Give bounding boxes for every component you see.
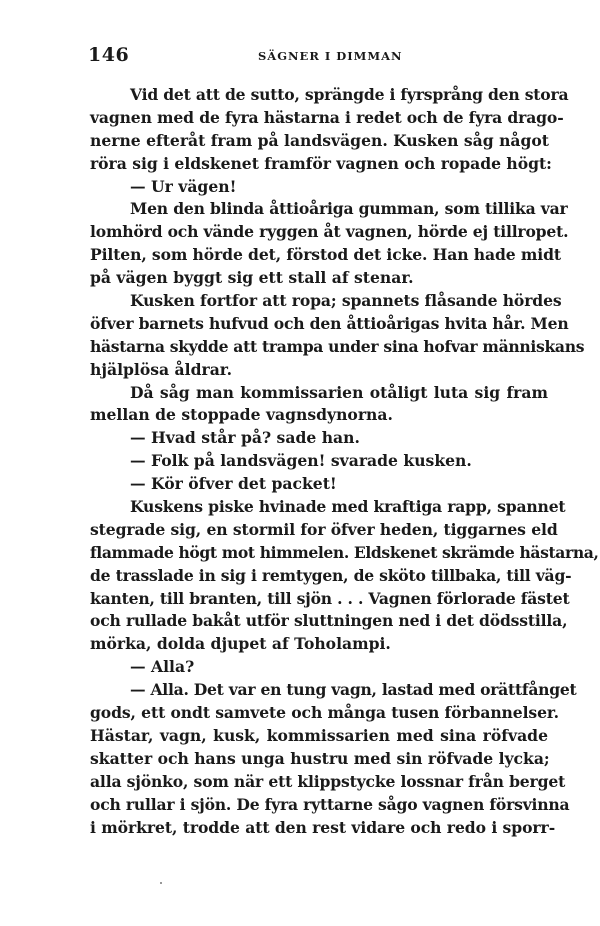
text-line: röra sig i eldskenet framför vagnen och ropade högt: bbox=[90, 153, 552, 173]
page-number: 146 bbox=[88, 44, 130, 66]
text-line: mörka, dolda djupet af Toholampi. bbox=[90, 634, 391, 654]
text-line: Vid det att de sutto, sprängde i fyrsprång den stora bbox=[130, 85, 569, 104]
page-body-text bbox=[90, 84, 599, 839]
text-line: flammade högt mot himmelen. Eldskenet skrämde hästarna, bbox=[90, 542, 599, 562]
text-line: alla sjönko, som när ett klippstycke lossnar från berget bbox=[90, 771, 566, 791]
text-line: de trasslade in sig i remtygen, de sköto tillbaka, till väg- bbox=[90, 565, 572, 585]
text-line: kanten, till branten, till sjön . . . Vagnen förlorade fästet bbox=[90, 588, 570, 608]
text-line: gods, ett ondt samvete och många tusen förbannelser. bbox=[90, 703, 559, 723]
text-line: och rullade bakåt utför sluttningen ned i det dödsstilla, bbox=[90, 611, 568, 631]
text-line: stegrade sig, en stormil for öfver heden, tiggarnes eld bbox=[90, 519, 558, 539]
text-line: och rullar i sjön. De fyra ryttarne sågo vagnen försvinna bbox=[90, 794, 570, 814]
text-line: Pilten, som hörde det, förstod det icke. Han hade midt bbox=[90, 245, 561, 265]
text-line: Hästar, vagn, kusk, kommissarien med sina röfvade bbox=[90, 725, 548, 745]
text-line: på vägen byggt sig ett stall af stenar. bbox=[90, 268, 414, 288]
text-line: — Alla? bbox=[130, 657, 195, 677]
text-line: — Ur vägen! bbox=[130, 176, 237, 196]
running-head: SÄGNER I DIMMAN bbox=[258, 49, 403, 63]
text-line: nerne efteråt fram på landsvägen. Kusken såg något bbox=[90, 130, 549, 150]
text-line: lomhörd och vände ryggen åt vagnen, hörde ej tillropet. bbox=[90, 222, 569, 242]
text-line: mellan de stoppade vagnsdynorna. bbox=[90, 405, 393, 425]
text-line: hjälplösa åldrar. bbox=[90, 359, 233, 379]
text-line: Kusken fortfor att ropa; spannets flåsande hördes bbox=[130, 291, 562, 311]
text-line: skatter och hans unga hustru med sin röfvade lycka; bbox=[90, 748, 550, 768]
text-line: — Kör öfver det packet! bbox=[130, 474, 337, 494]
text-line: öfver barnets hufvud och den åttioårigas hvita hår. Men bbox=[90, 313, 569, 333]
page-header bbox=[88, 44, 548, 68]
text-line: hästarna skydde att trampa under sina hofvar människans bbox=[90, 336, 585, 356]
text-line: — Folk på landsvägen! svarade kusken. bbox=[130, 451, 472, 471]
text-line: Då såg man kommissarien otåligt luta sig fram bbox=[130, 382, 548, 402]
text-line: i mörkret, trodde att den rest vidare och redo i sporr- bbox=[90, 817, 556, 837]
text-line: vagnen med de fyra hästarna i redet och de fyra drago- bbox=[90, 107, 564, 127]
print-speck bbox=[160, 882, 162, 884]
text-line: — Hvad står på? sade han. bbox=[130, 428, 360, 448]
text-line: — Alla. Det var en tung vagn, lastad med orättfånget bbox=[130, 680, 577, 700]
text-line: Kuskens piske hvinade med kraftiga rapp, spannet bbox=[130, 497, 566, 517]
text-line: Men den blinda åttioåriga gumman, som tillika var bbox=[130, 199, 568, 219]
